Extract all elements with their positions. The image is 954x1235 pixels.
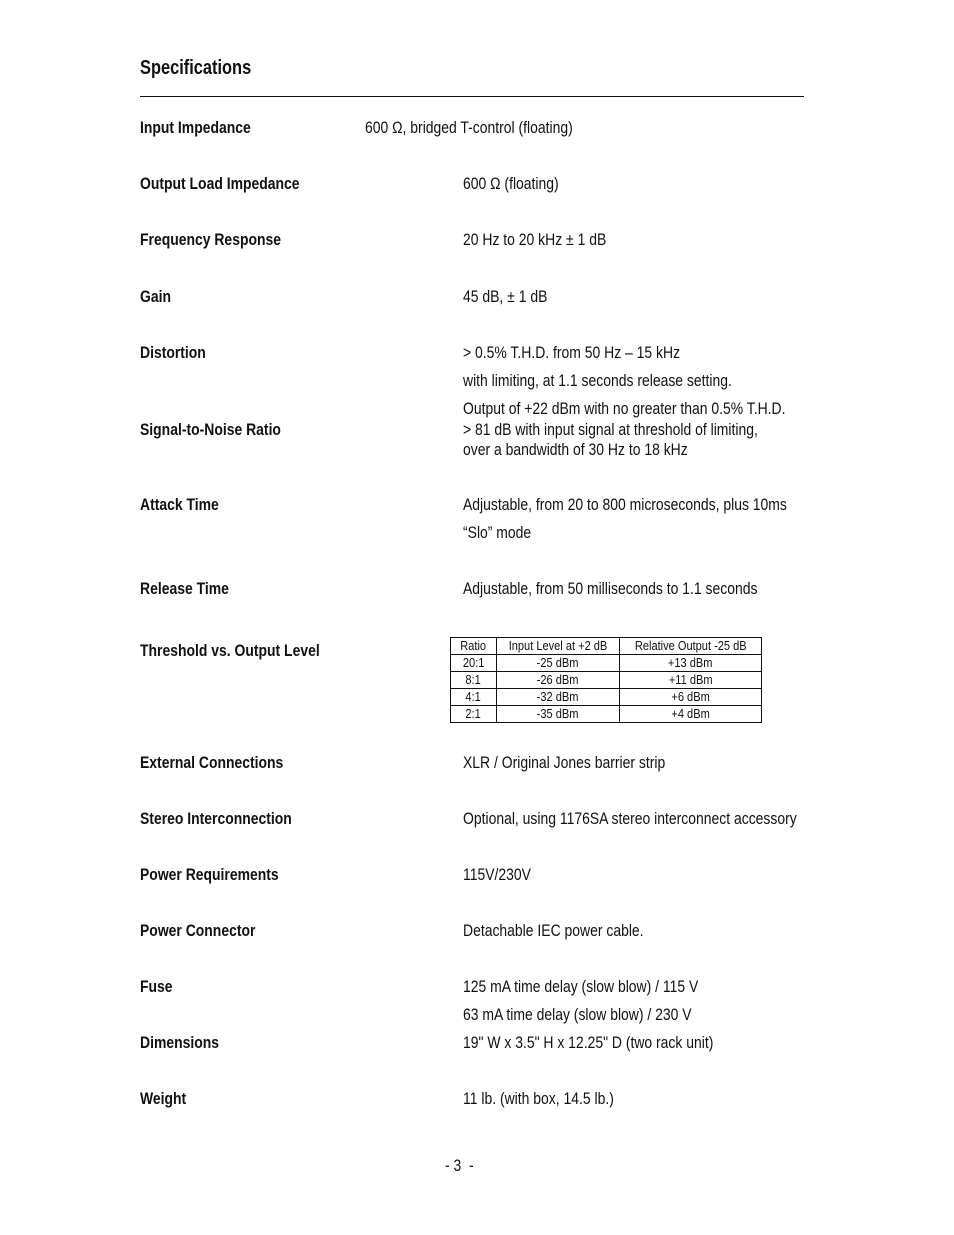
spec-value-distortion-line: Output of +22 dBm with no greater than 0.5% T.H.D. (463, 399, 786, 418)
threshold-table (450, 637, 762, 723)
spec-value-distortion-line: > 0.5% T.H.D. from 50 Hz – 15 kHz (463, 343, 681, 362)
spec-value-release-time: Adjustable, from 50 milliseconds to 1.1 seconds (463, 579, 758, 598)
table-cell: -35 dBm (496, 706, 620, 723)
table-row (451, 706, 762, 723)
spec-value-power-connector: Detachable IEC power cable. (463, 921, 644, 940)
spec-value-attack-time-line: “Slo” mode (463, 523, 532, 542)
spec-label-threshold: Threshold vs. Output Level (140, 641, 320, 660)
table-header-row (451, 638, 762, 655)
spec-label-frequency-response: Frequency Response (140, 230, 282, 249)
table-cell: -25 dBm (496, 655, 620, 672)
table-cell: +13 dBm (620, 655, 762, 672)
page-number: - 3 - (445, 1156, 474, 1175)
spec-value-input-impedance: 600 Ω, bridged T-control (floating) (365, 118, 573, 137)
spec-label-signal-to-noise: Signal-to-Noise Ratio (140, 420, 281, 439)
spec-value-fuse-line: 125 mA time delay (slow blow) / 115 V (463, 977, 699, 996)
spec-label-attack-time: Attack Time (140, 495, 219, 514)
table-cell: 20:1 (451, 655, 497, 672)
spec-label-weight: Weight (140, 1089, 187, 1108)
spec-value-fuse-line: 63 mA time delay (slow blow) / 230 V (463, 1005, 692, 1024)
table-cell: 4:1 (451, 689, 497, 706)
spec-value-dimensions: 19" W x 3.5" H x 12.25" D (two rack unit) (463, 1033, 714, 1052)
spec-value-output-load-impedance: 600 Ω (floating) (463, 174, 559, 193)
spec-label-input-impedance: Input Impedance (140, 118, 251, 137)
spec-value-power-requirements: 115V/230V (463, 865, 531, 884)
spec-value-attack-time-line: Adjustable, from 20 to 800 microseconds, plus 10ms (463, 495, 787, 514)
spec-label-dimensions: Dimensions (140, 1033, 220, 1052)
spec-label-distortion: Distortion (140, 343, 206, 362)
spec-label-power-requirements: Power Requirements (140, 865, 279, 884)
table-header-cell: Relative Output -25 dB (620, 638, 762, 655)
table-header-cell: Input Level at +2 dB (496, 638, 620, 655)
title-divider (140, 96, 804, 97)
spec-label-gain: Gain (140, 287, 171, 306)
table-row (451, 655, 762, 672)
spec-value-signal-to-noise-line: > 81 dB with input signal at threshold of limiting, (463, 420, 758, 439)
table-cell: 8:1 (451, 672, 497, 689)
spec-label-fuse: Fuse (140, 977, 173, 996)
table-header-cell: Ratio (451, 638, 497, 655)
table-cell: 2:1 (451, 706, 497, 723)
spec-value-gain: 45 dB, ± 1 dB (463, 287, 548, 306)
table-cell: +11 dBm (620, 672, 762, 689)
page-title: Specifications (140, 57, 252, 79)
spec-label-output-load-impedance: Output Load Impedance (140, 174, 300, 193)
table-cell: -26 dBm (496, 672, 620, 689)
spec-value-frequency-response: 20 Hz to 20 kHz ± 1 dB (463, 230, 607, 249)
table-cell: +4 dBm (620, 706, 762, 723)
spec-value-distortion-line: with limiting, at 1.1 seconds release setting. (463, 371, 732, 390)
table-row (451, 689, 762, 706)
spec-label-external-connections: External Connections (140, 753, 284, 772)
spec-value-external-connections: XLR / Original Jones barrier strip (463, 753, 666, 772)
spec-label-release-time: Release Time (140, 579, 229, 598)
spec-value-signal-to-noise-line: over a bandwidth of 30 Hz to 18 kHz (463, 440, 688, 459)
spec-label-stereo-interconnection: Stereo Interconnection (140, 809, 292, 828)
table-cell: -32 dBm (496, 689, 620, 706)
table-row (451, 672, 762, 689)
spec-value-stereo-interconnection: Optional, using 1176SA stereo interconnect accessory (463, 809, 797, 828)
table-cell: +6 dBm (620, 689, 762, 706)
spec-label-power-connector: Power Connector (140, 921, 256, 940)
spec-value-weight: 11 lb. (with box, 14.5 lb.) (463, 1089, 614, 1108)
